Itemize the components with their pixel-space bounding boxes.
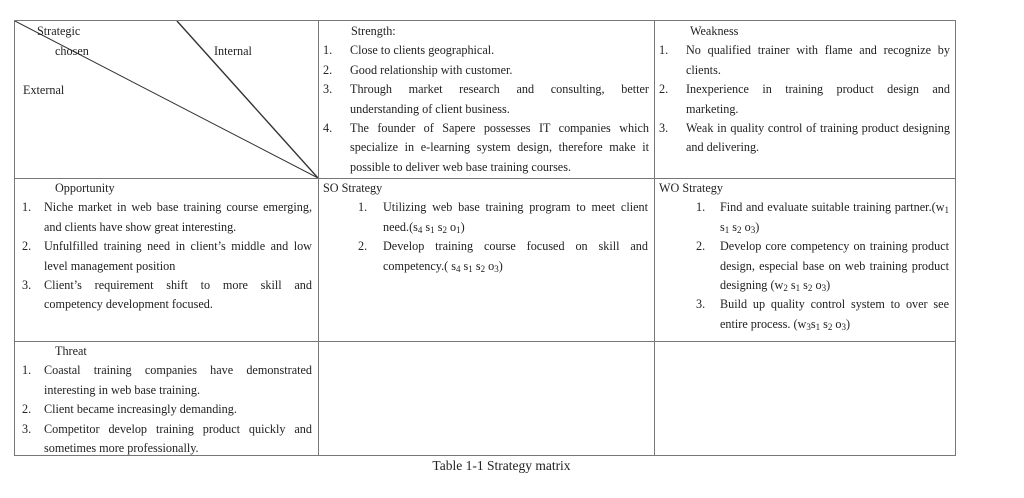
so-strategy-list [323, 198, 648, 276]
wo-strategy-title: WO Strategy [659, 181, 723, 195]
strategy-code: ($w_2$ $s_1$ $s_2$ $o_3$) [770, 278, 831, 294]
threat-item: 3. Competitor develop training product quickly and sometimes more professionally. [22, 421, 312, 456]
so-strategy-item: 1. Utilizing web base training program to meet client $need.(s_4$ $s_1$ $s_2$ $o_1$) [358, 200, 648, 235]
so-strategy-cell [323, 179, 648, 276]
corner-label-chosen: chosen [55, 44, 89, 58]
empty-cell-wt [655, 342, 955, 456]
corner-label-external: External [23, 83, 65, 97]
strategy-matrix-table [14, 20, 956, 456]
opportunity-list [22, 198, 312, 314]
wo-strategy-cell [659, 179, 949, 334]
strength-item: 2. Good relationship with customer. [323, 62, 513, 77]
weakness-list [659, 41, 950, 157]
threat-cell [22, 342, 312, 458]
strategy-code: ($w_1$ $s_1$ $s_2$ $o_3$) [720, 200, 949, 235]
opportunity-item: 1. Niche market in web base training course emerging, and clients have show great interesting. [22, 200, 312, 234]
strength-title: Strength: [351, 24, 396, 38]
weakness-item: 1. No qualified trainer with flame and recognize by clients. [659, 43, 950, 77]
wo-strategy-item: 3. Build up quality control system to over see entire process. ($w_3s_1$ $s_2$ $o_3$) [696, 297, 949, 332]
so-strategy-title: SO Strategy [323, 181, 383, 195]
corner-label-strategic: Strategic [37, 24, 81, 38]
weakness-item: 3. Weak in quality control of training product designing and delivering. [659, 121, 950, 155]
strength-item: 4. The founder of Sapere possesses IT companies which specialize in e-learning system design, therefore make it possible to deliver web base training courses. [323, 121, 649, 174]
empty-cell-st [319, 342, 654, 456]
strength-cell [323, 22, 649, 177]
strategy-code: ($w_3s_1$ $s_2$ $o_3$) [793, 316, 851, 332]
wo-strategy-list [659, 198, 949, 334]
opportunity-cell [22, 179, 312, 315]
strategy-code: ($s_4$ $s_1$ $s_2$ $o_1$) [409, 219, 465, 235]
opportunity-title: Opportunity [55, 181, 115, 195]
weakness-item: 2. Inexperience in training product design and marketing. [659, 82, 950, 116]
wo-strategy-item: 1. Find and evaluate suitable training $partner.(w_1$ $s_1$ $s_2$ $o_3$) [696, 200, 949, 235]
strength-list [323, 41, 649, 177]
corner-header-cell [15, 21, 318, 178]
threat-item: 2. Client became increasingly demanding. [22, 402, 237, 417]
threat-list [22, 361, 312, 458]
weakness-title: Weakness [690, 24, 739, 38]
wo-strategy-item: 2. Develop core competency on training product design, especial base on web training product designing ($w_2$ $s_1$ $s_2$ $o_3$) [696, 239, 949, 294]
opportunity-item: 3. Client’s requirement shift to more skill and competency development focused. [22, 278, 312, 312]
so-strategy-item: 2. Develop training course focused on skill and competency.( $s_4$ $s_1$ $s_2$ $o_3$) [358, 239, 648, 274]
corner-label-internal: Internal [214, 44, 252, 58]
weakness-cell [659, 22, 950, 158]
strength-item: 3. Through market research and consulting, better understanding of client business. [323, 82, 649, 116]
threat-item: 1. Coastal training companies have demonstrated interesting in web base training. [22, 363, 312, 397]
table-caption: Table 1-1 Strategy matrix [432, 458, 571, 473]
strategy-code: ( $s_4$ $s_1$ $s_2$ $o_3$) [444, 258, 503, 274]
threat-title: Threat [55, 344, 87, 358]
strength-item: 1. Close to clients geographical. [323, 43, 495, 58]
opportunity-item: 2. Unfulfilled training need in client’s middle and low level management position [22, 239, 312, 273]
